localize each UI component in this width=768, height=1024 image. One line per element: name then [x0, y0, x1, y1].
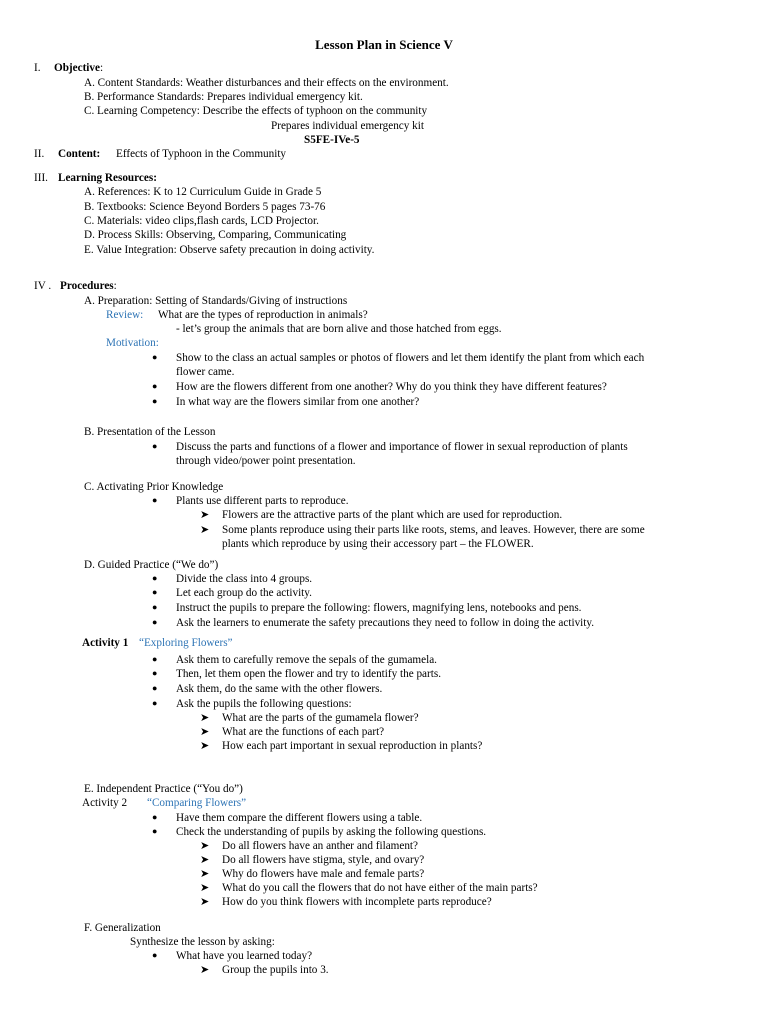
activity-label: Activity 1	[82, 637, 129, 649]
list-item: Plants use different parts to reproduce.	[176, 495, 349, 507]
section-number: III.	[34, 172, 48, 184]
list-item: Why do flowers have male and female parts?	[222, 868, 425, 880]
motivation-label: Motivation:	[106, 337, 159, 349]
bullet-icon: ●	[152, 668, 158, 678]
objective-a: A. Content Standards: Weather disturbances and their effects on the environment.	[84, 77, 449, 89]
list-item: What are the parts of the gumamela flower?	[222, 712, 419, 724]
arrow-bullet-icon: ➤	[200, 509, 210, 521]
bullet-icon: ●	[152, 683, 158, 693]
arrow-bullet-icon: ➤	[200, 740, 210, 752]
list-item: Discuss the parts and functions of a flower and importance of flower in sexual reproduction of plants	[176, 441, 628, 453]
competency-code: S5FE-IVe-5	[304, 134, 360, 146]
list-item: Flowers are the attractive parts of the plant which are used for reproduction.	[222, 509, 563, 521]
procedure-c: C. Activating Prior Knowledge	[84, 481, 224, 493]
list-item: Show to the class an actual samples or photos of flowers and let them identify the plant from which each	[176, 352, 645, 364]
review-dash-item: - let’s group the animals that are born alive and those hatched from eggs.	[176, 323, 502, 335]
arrow-bullet-icon: ➤	[200, 524, 210, 536]
bullet-icon: ●	[152, 352, 158, 362]
section-number: I.	[34, 62, 41, 74]
bullet-icon: ●	[152, 950, 158, 960]
list-item: Some plants reproduce using their parts like roots, stems, and leaves. However, there are some	[222, 524, 645, 536]
bullet-icon: ●	[152, 573, 158, 583]
procedure-b: B. Presentation of the Lesson	[84, 426, 216, 438]
section-heading: Procedures:	[60, 280, 117, 292]
section-heading: Content:	[58, 148, 101, 160]
bullet-icon: ●	[152, 602, 158, 612]
list-item: Ask the learners to enumerate the safety precautions they need to follow in doing the activity.	[176, 617, 595, 629]
bullet-icon: ●	[152, 812, 158, 822]
bullet-icon: ●	[152, 587, 158, 597]
bullet-icon: ●	[152, 381, 158, 391]
list-item: Divide the class into 4 groups.	[176, 573, 313, 585]
procedure-e: E. Independent Practice (“You do”)	[84, 783, 243, 795]
arrow-bullet-icon: ➤	[200, 854, 210, 866]
objective-b: B. Performance Standards: Prepares individual emergency kit.	[84, 91, 363, 103]
list-item: through video/power point presentation.	[176, 455, 356, 467]
arrow-bullet-icon: ➤	[200, 882, 210, 894]
resource-item: E. Value Integration: Observe safety precaution in doing activity.	[84, 244, 375, 256]
bullet-icon: ●	[152, 826, 158, 836]
bullet-icon: ●	[152, 654, 158, 664]
activity-label: Activity 2	[82, 797, 128, 809]
list-item: flower came.	[176, 366, 235, 378]
arrow-bullet-icon: ➤	[200, 840, 210, 852]
list-item: Group the pupils into 3.	[222, 964, 329, 976]
list-item: In what way are the flowers similar from one another?	[176, 396, 420, 408]
list-item: Ask the pupils the following questions:	[176, 698, 352, 710]
list-item: Do all flowers have stigma, style, and ovary?	[222, 854, 425, 866]
list-item: plants which reproduce by using their accessory part – the FLOWER.	[222, 538, 534, 550]
content-text: Effects of Typhoon in the Community	[116, 148, 287, 160]
procedure-f: F. Generalization	[84, 922, 161, 934]
list-item: How are the flowers different from one another? Why do you think they have different features?	[176, 381, 607, 393]
arrow-bullet-icon: ➤	[200, 896, 210, 908]
list-item: Ask them to carefully remove the sepals of the gumamela.	[176, 654, 437, 666]
list-item: Instruct the pupils to prepare the following: flowers, magnifying lens, notebooks and pens.	[176, 602, 582, 614]
section-heading: Learning Resources:	[58, 172, 157, 184]
list-item: Let each group do the activity.	[176, 587, 312, 599]
list-item: What are the functions of each part?	[222, 726, 385, 738]
resource-item: A. References: K to 12 Curriculum Guide in Grade 5	[84, 186, 322, 198]
review-text: What are the types of reproduction in animals?	[158, 309, 368, 321]
list-item: Check the understanding of pupils by asking the following questions.	[176, 826, 487, 838]
arrow-bullet-icon: ➤	[200, 868, 210, 880]
bullet-icon: ●	[152, 698, 158, 708]
review-label: Review:	[106, 309, 144, 321]
section-heading: Objective:	[54, 62, 104, 74]
list-item: Ask them, do the same with the other flowers.	[176, 683, 383, 695]
resource-item: D. Process Skills: Observing, Comparing, Communicating	[84, 229, 347, 241]
bullet-icon: ●	[152, 617, 158, 627]
generalization-text: Synthesize the lesson by asking:	[130, 936, 275, 948]
objective-c2: Prepares individual emergency kit	[271, 120, 424, 132]
arrow-bullet-icon: ➤	[200, 964, 210, 976]
activity-title: “Comparing Flowers”	[147, 797, 247, 809]
list-item: What do you call the flowers that do not have either of the main parts?	[222, 882, 538, 894]
list-item: Then, let them open the flower and try to identify the parts.	[176, 668, 442, 680]
bullet-icon: ●	[152, 396, 158, 406]
list-item: How do you think flowers with incomplete parts reproduce?	[222, 896, 492, 908]
list-item: How each part important in sexual reproduction in plants?	[222, 740, 483, 752]
bullet-icon: ●	[152, 495, 158, 505]
list-item: Do all flowers have an anther and filament?	[222, 840, 419, 852]
section-number: II.	[34, 148, 45, 160]
procedure-a: A. Preparation: Setting of Standards/Giving of instructions	[84, 295, 348, 307]
resource-item: B. Textbooks: Science Beyond Borders 5 pages 73-76	[84, 201, 326, 213]
procedure-d: D. Guided Practice (“We do”)	[84, 559, 219, 571]
arrow-bullet-icon: ➤	[200, 726, 210, 738]
arrow-bullet-icon: ➤	[200, 712, 210, 724]
section-number: IV .	[34, 280, 52, 292]
list-item: What have you learned today?	[176, 950, 313, 962]
bullet-icon: ●	[152, 441, 158, 451]
objective-c: C. Learning Competency: Describe the effects of typhoon on the community	[84, 105, 428, 117]
activity-title: “Exploring Flowers”	[139, 637, 233, 649]
list-item: Have them compare the different flowers using a table.	[176, 812, 423, 824]
resource-item: C. Materials: video clips,flash cards, LCD Projector.	[84, 215, 319, 227]
page-title: Lesson Plan in Science V	[315, 37, 453, 52]
